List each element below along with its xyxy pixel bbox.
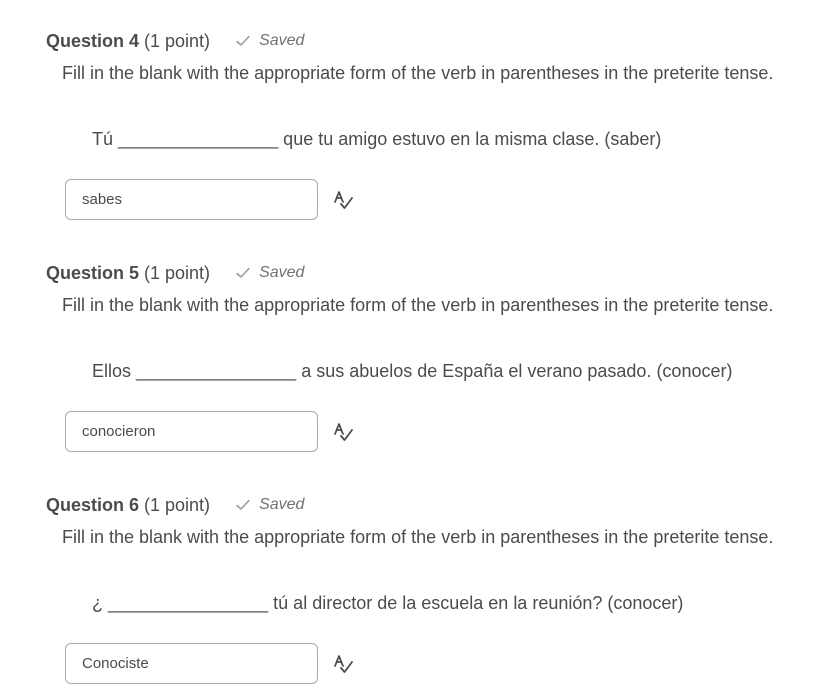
question-instructions: Fill in the blank with the appropriate form of the verb in parentheses in the preterite tense.: [62, 295, 774, 315]
question-points: (1 point): [144, 494, 211, 515]
question-sentence: Ellos ________________ a sus abuelos de España el verano pasado. (conocer): [92, 361, 733, 381]
question-points: (1 point): [144, 262, 211, 283]
saved-status: [235, 32, 304, 50]
answer-value: Conociste: [82, 655, 149, 672]
question-sentence: Tú ________________ que tu amigo estuvo en la misma clase. (saber): [92, 129, 662, 149]
spell-check-icon[interactable]: [332, 421, 354, 443]
question-sentence: ¿ ________________ tú al director de la escuela en la reunión? (conocer): [92, 593, 684, 613]
question-header: [46, 28, 304, 54]
question-title: Question 5: [46, 262, 140, 283]
answer-value: sabes: [82, 191, 123, 208]
check-icon: [235, 265, 251, 281]
saved-status: [235, 264, 304, 282]
question-title: Question 6: [46, 494, 140, 515]
question-points: (1 point): [144, 30, 211, 51]
answer-input[interactable]: [65, 643, 318, 684]
answer-input[interactable]: [65, 179, 318, 220]
spell-check-icon[interactable]: [332, 189, 354, 211]
saved-label: Saved: [259, 264, 305, 281]
question-header: [46, 492, 304, 518]
saved-status: [235, 496, 304, 514]
answer-value: conocieron: [82, 423, 156, 440]
answer-input[interactable]: [65, 411, 318, 452]
check-icon: [235, 33, 251, 49]
question-instructions: Fill in the blank with the appropriate form of the verb in parentheses in the preterite tense.: [62, 63, 774, 83]
saved-label: Saved: [259, 32, 305, 49]
question-title: Question 4: [46, 30, 140, 51]
check-icon: [235, 497, 251, 513]
spell-check-icon[interactable]: [332, 653, 354, 675]
question-instructions: Fill in the blank with the appropriate form of the verb in parentheses in the preterite tense.: [62, 527, 774, 547]
saved-label: Saved: [259, 496, 305, 513]
question-header: [46, 260, 304, 286]
